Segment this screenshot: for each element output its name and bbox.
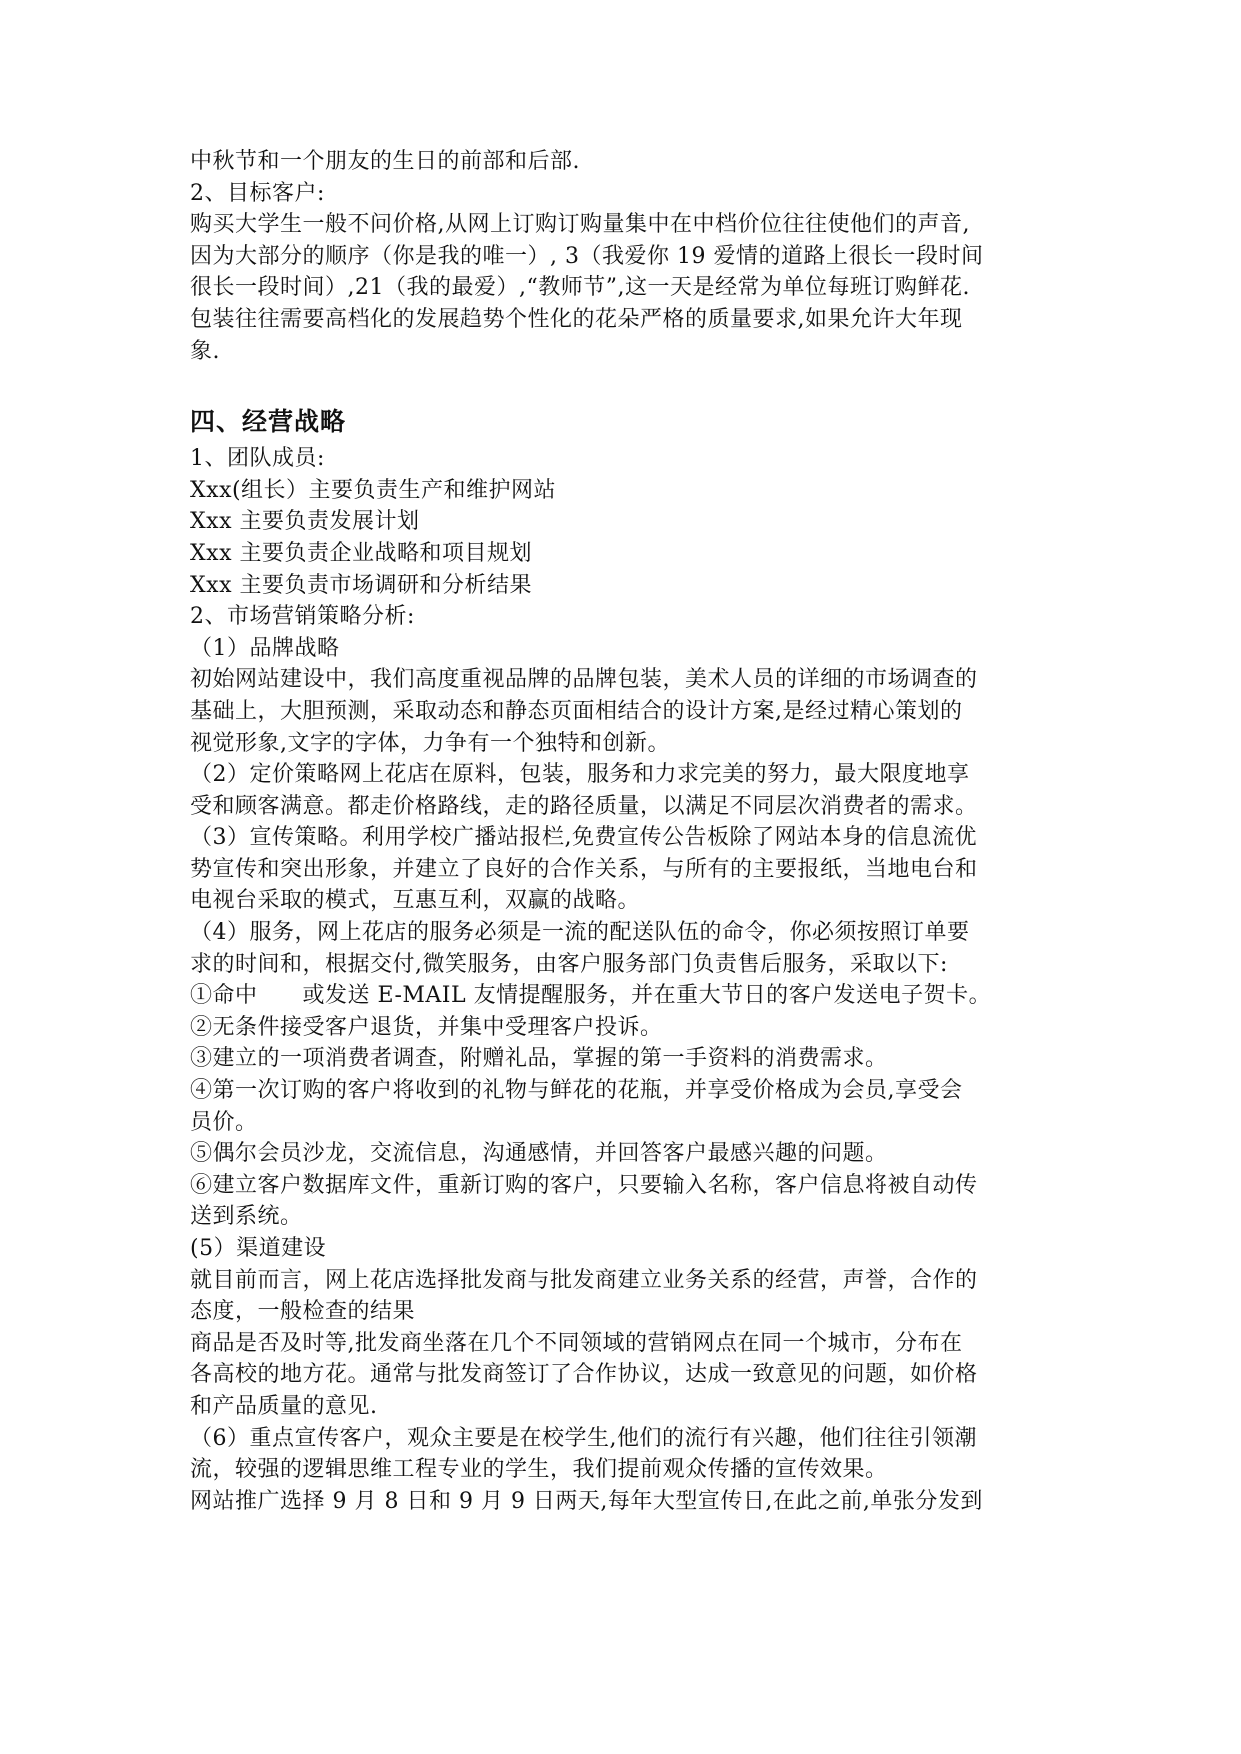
text-line: 各高校的地方花。通常与批发商签订了合作协议，达成一致意见的问题，如价格 bbox=[190, 1362, 978, 1388]
text-line: (5）渠道建设 bbox=[190, 1236, 327, 1261]
text-line: 2、目标客户: bbox=[190, 180, 325, 206]
intro-paragraph bbox=[190, 146, 1070, 367]
text-line: 基础上，大胆预测，采取动态和静态页面相结合的设计方案,是经过精心策划的 bbox=[190, 698, 963, 724]
text-line: （3）宣传策略。利用学校广播站报栏,免费宣传公告板除了网站本身的信息流优 bbox=[190, 825, 977, 851]
document-body bbox=[190, 146, 1070, 1517]
text-line: 电视台采取的模式，互惠互利，双赢的战略。 bbox=[190, 888, 641, 914]
text-line: 求的时间和，根据交付,微笑服务，由客户服务部门负责售后服务，采取以下: bbox=[190, 951, 948, 977]
text-line: 初始网站建设中，我们高度重视品牌的品牌包装，美术人员的详细的市场调查的 bbox=[190, 667, 978, 693]
text-line: 包装往往需要高档化的发展趋势个性化的花朵严格的质量要求,如果允许大年现 bbox=[190, 306, 963, 332]
text-line: 因为大部分的顺序（你是我的唯一）, 3（我爱你 19 爱情的道路上很长一段时间 bbox=[190, 243, 984, 269]
text-line: ③建立的一项消费者调查，附赠礼品，掌握的第一手资料的消费需求。 bbox=[190, 1046, 888, 1072]
text-line: 员价。 bbox=[190, 1109, 258, 1135]
text-line: （4）服务，网上花店的服务必须是一流的配送队伍的命令，你必须按照订单要 bbox=[190, 920, 970, 946]
text-line: Xxx(组长）主要负责生产和维护网站 bbox=[190, 477, 557, 503]
text-line: 态度，一般检查的结果 bbox=[190, 1299, 416, 1325]
text-line: ④第一次订购的客户将收到的礼物与鲜花的花瓶，并享受价格成为会员,享受会 bbox=[190, 1078, 963, 1104]
text-line: 流，较强的逻辑思维工程专业的学生，我们提前观众传播的宣传效果。 bbox=[190, 1457, 888, 1483]
text-line: 中秋节和一个朋友的生日的前部和后部. bbox=[190, 149, 580, 174]
text-line: ⑥建立客户数据库文件，重新订购的客户，只要输入名称，客户信息将被自动传 bbox=[190, 1172, 978, 1198]
text-line: 视觉形象,文字的字体，力争有一个独特和创新。 bbox=[190, 730, 670, 756]
text-line: 受和顾客满意。都走价格路线，走的路径质量，以满足不同层次消费者的需求。 bbox=[190, 793, 978, 819]
text-line: （2）定价策略网上花店在原料，包装，服务和力求完美的努力，最大限度地享 bbox=[190, 762, 970, 788]
text-line: 很长一段时间）,21（我的最爱）,“教师节”,这一天是经常为单位每班订购鲜花. bbox=[190, 275, 970, 301]
text-line: 2、市场营销策略分析: bbox=[190, 604, 415, 630]
text-line: 送到系统。 bbox=[190, 1204, 303, 1230]
text-line: ⑤偶尔会员沙龙，交流信息，沟通感情，并回答客户最感兴趣的问题。 bbox=[190, 1141, 888, 1167]
text-line: Xxx 主要负责企业战略和项目规划 bbox=[190, 540, 532, 566]
text-line: 象. bbox=[190, 338, 220, 364]
text-line: 和产品质量的意见. bbox=[190, 1393, 378, 1419]
text-line: Xxx 主要负责市场调研和分析结果 bbox=[190, 572, 532, 598]
text-line: （6）重点宣传客户，观众主要是在校学生,他们的流行有兴趣，他们往往引领潮 bbox=[190, 1425, 977, 1451]
text-line: ①命中 或发送 E-MAIL 友情提醒服务，并在重大节日的客户发送电子贺卡。 bbox=[190, 983, 992, 1009]
strategy-section-body bbox=[190, 443, 1070, 1517]
text-line: 购买大学生一般不问价格,从网上订购订购量集中在中档价位往往使他们的声音, bbox=[190, 212, 970, 238]
text-line: 势宣传和突出形象，并建立了良好的合作关系，与所有的主要报纸，当地电台和 bbox=[190, 856, 978, 882]
text-line: 商品是否及时等,批发商坐落在几个不同领域的营销网点在同一个城市，分布在 bbox=[190, 1330, 963, 1356]
text-line: 就目前而言，网上花店选择批发商与批发商建立业务关系的经营，声誉，合作的 bbox=[190, 1267, 978, 1293]
text-line: 网站推广选择 9 月 8 日和 9 月 9 日两天,每年大型宣传日,在此之前,单张分发到 bbox=[190, 1488, 983, 1514]
text-line: Xxx 主要负责发展计划 bbox=[190, 509, 420, 535]
text-line: （1）品牌战略 bbox=[190, 635, 340, 661]
section-heading: 四、经营战略 bbox=[190, 407, 347, 437]
text-line: 1、团队成员: bbox=[190, 446, 325, 472]
text-line: ②无条件接受客户退货，并集中受理客户投诉。 bbox=[190, 1014, 663, 1040]
section-spacer bbox=[190, 367, 1070, 405]
